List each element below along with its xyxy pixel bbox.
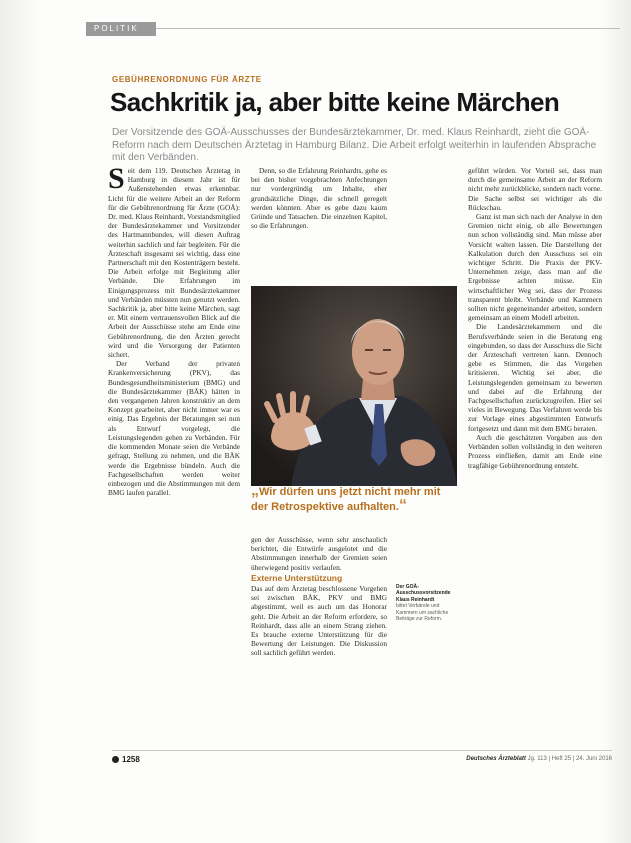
page-number — [112, 755, 140, 764]
text-column-2-bottom — [251, 535, 387, 735]
paragraph-text: eit dem 119. Deutschen Ärztetag in Hamburg in diesem Jahr ist für Außenstehenden etwas erkennbar. Licht für die weitere Arbeit an der Reform für die Gebührenordnung für Ärzte (GOÄ): Dr. med. Klaus Reinhardt, Vorstandsmitglied der Bundesärztekammer und Vorsitzender des Hartmannbundes, will diesen Auftrag weiterhin sachlich und fair begleiten. Für die Ärzteschaft insgesamt sei wichtig, dass eine Partnerschaft mit den Kostenträgern besteht. Die Arbeit erfolge mit Begleitung aller Verbände. Die Erfahrungen im Einigungsprozess mit Bundesärztekammer und Verbänden müssten nun genutzt werden. Sachkritik ja, aber bitte keine Märchen, sagt er. Mit einem vertrauensvollen Blick auf die Arbeit der Ausschüsse stehe am Ende eine Gebührenordnung, die den Ärzten gerecht wird und die Versorgung der Patienten sichert. — [108, 166, 240, 360]
drop-cap: S — [108, 166, 125, 195]
pull-quote-text: Wir dürfen uns jetzt nicht mehr mit der Retrospektive aufhalten. — [251, 486, 441, 513]
folio-dot-icon — [112, 756, 119, 763]
portrait-image — [251, 286, 457, 486]
quote-open-mark: „ — [251, 482, 259, 499]
footer-rule — [112, 750, 612, 751]
paragraph: gen der Ausschüsse, wenn sehr anschaulich berichtet, die Entwürfe ausgelotet und die Abstimmungen innerhalb der Gremien seien überwiegend positiv verlaufen. — [251, 535, 387, 572]
page-footer — [112, 755, 612, 769]
portrait-photo — [251, 286, 457, 486]
paragraph: geführt würden. Vor Vorteil sei, dass man durch die gemeinsame Arbeit an der Reform nicht mehr zurückblicke, sondern nach vorne. Die Sache selbst sei wichtiger als die Rückschau. — [468, 166, 602, 212]
section-rule — [156, 28, 620, 29]
paragraph — [108, 166, 240, 359]
paragraph: Auch die geschätzten Vorgaben aus den Verbänden sollen vollständig in den weiteren Prozess einfließen, damit am Ende eine tragfähige Gebührenordnung entsteht. — [468, 432, 602, 470]
text-column-2-top — [251, 166, 387, 274]
caption-title: Der GOÄ-Ausschussvorsitzende Klaus Reinhardt — [396, 584, 451, 603]
section-label: POLITIK — [86, 22, 156, 36]
text-column-3 — [468, 166, 602, 742]
journal-info — [466, 756, 612, 762]
article-headline: Sachkritik ja, aber bitte keine Märchen — [110, 87, 560, 117]
paragraph: Das auf dem Ärztetag beschlossene Vorgehen sei zwischen BÄK, PKV und BMG abgestimmt, weil es auch um das Honorar geht. Die Arbeit an der Reform erfordere, so Reinhardt, dass alle an einem Strang ziehen. Es brauche externe Unterstützung für die Bewertung der Leistungen. Die Diskussion soll sachlich geführt werden. — [251, 584, 387, 658]
quote-close-mark: “ — [398, 497, 407, 514]
caption-text: bittet Verbände und Kammern um sachliche Beiträge zur Reform. — [396, 603, 449, 623]
photo-caption — [396, 584, 460, 622]
pull-quote — [251, 484, 457, 524]
journal-issue: Jg. 113 | Heft 25 | 24. Juni 2016 — [527, 756, 612, 762]
text-column-1 — [108, 166, 240, 730]
paragraph: Ganz ist man sich nach der Analyse in den Gremien nicht einig, ob alle Bewertungen nun schon vollständig sind. Man müsse aber Vorsicht walten lassen. Die Darstellung der Kalkulation durch den Ausschuss sei ein wichtiger Schritt. Die Praxis der PKV-Unternehmen zeige, dass man auf die Ergebnisse achten müsse. Ein wirtschaftlicher Weg sei, dass der Prozess transparent bleibt. Verbände und Kammern sollten nicht gegeneinander arbeiten, sondern gemeinsam an einem Modell arbeiten. — [468, 212, 602, 323]
article-lede: Der Vorsitzende des GOÄ-Ausschusses der Bundesärztekammer, Dr. med. Klaus Reinhardt, zieht die GOÄ-Reform nach dem Deutschen Ärztetag in Hamburg Bilanz. Die Arbeit erfolgt weiterhin in laufenden Absprache mit den Verbänden. — [112, 127, 597, 163]
paragraph: Der Verband der privaten Krankenversicherung (PKV), das Bundesgesundheitsministerium (BMG) und die Bundesärztekammer (BÄK) hätten in den vergangenen Jahren konstruktiv an dem Konzept gearbeitet, aber nicht immer war es einig. Das Ergebnis der Beratungen sei nun als Entwurf vorgelegt, die Leistungslegenden gehen zu Verbänden. Für die kommenden Monate seien die Verbände gefragt, Stellung zu nehmen, und die BÄK werde die Ergebnisse bündeln. Auch die Fachgesellschaften werden weiter einbezogen und die Abstimmungen mit dem BMG laufen parallel. — [108, 359, 240, 498]
paragraph: Die Landesärztekammern und die Berufsverbände seien in die Beratung eng eingebunden, so dass der Ausschuss die Sicht der Ärzteschaft vertreten kann. Dennoch gebe es Stimmen, die das Vorgehen kritisieren. Wichtig sei aber, die Leistungslegenden gemeinsam zu bewerten und dabei auf die Erfahrung der Fachgesellschaften zurückzugreifen. Hier sei vieles in Bewegung. Das Verfahren werde bis zur Vorlage eines abgestimmten Entwurfs fortgesetzt und dann mit dem BMG beraten. — [468, 322, 602, 433]
page-number-text: 1258 — [122, 755, 140, 764]
journal-name: Deutsches Ärzteblatt — [466, 756, 526, 762]
article-kicker: GEBÜHRENORDNUNG FÜR ÄRZTE — [112, 75, 262, 84]
section-header — [60, 22, 620, 36]
subheading: Externe Unterstützung — [251, 572, 343, 583]
paragraph: Denn, so die Erfahrung Reinhardts, gehe es bei den bisher vorgebrachten Anfechtungen nur vordergründig um Inhalte, eher grundsätzliche Dinge, die schnell geregelt werden könnten. Aber es gebe dazu kaum Gründe und Tatsachen. Die einzelnen Kapitel, so die Erfahrungen. — [251, 166, 387, 231]
